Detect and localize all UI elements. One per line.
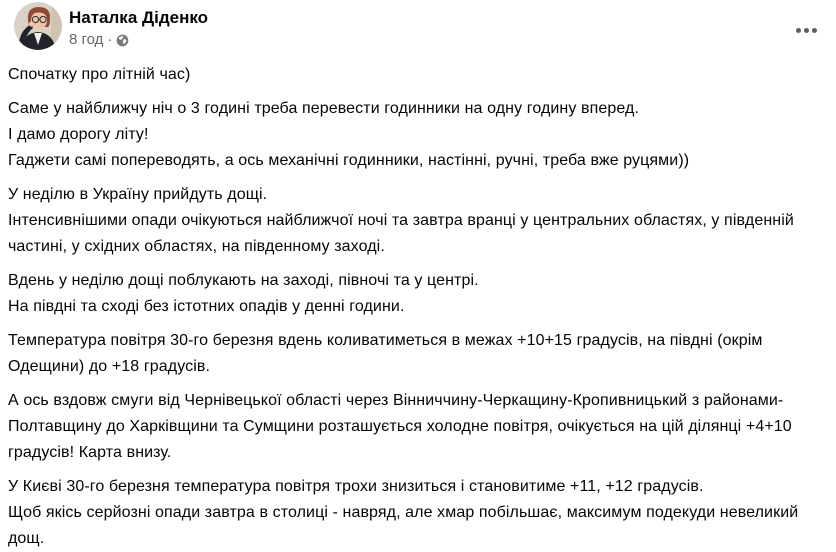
post-meta-row (69, 31, 208, 49)
post-paragraph: Вдень у неділю дощі поблукають на заході, півночі та у центрі. На півдні та сході без істотних опадів у денні години. (8, 272, 479, 315)
post-timestamp[interactable]: 8 год (69, 31, 104, 48)
post-content (0, 62, 836, 552)
header-text (69, 2, 208, 49)
post-paragraph: Спочатку про літній час) (8, 66, 191, 83)
post-paragraph: А ось вздовж смуги від Чернівецької області через Вінниччину-Черкащину-Кропивницький з районами-Полтавщину до Харківщини та Сумщини розташується холодне повітря, очікується на цій ділянці +4+10 градусів! Карта внизу. (8, 392, 792, 461)
more-options-button[interactable] (790, 18, 822, 42)
post-paragraph: У Києві 30-го березня температура повітря трохи знизиться і становитиме +11, +12 градусів. Щоб якісь серйозні опади завтра в столиці - навряд, але хмар побільшає, максимум подекуди невеликий дощ. (8, 478, 799, 547)
post-paragraph: Саме у найближчу ніч о 3 годині треба перевести годинники на одну годину вперед. І дамо дорогу літу! Гаджети самі попереводять, а ось механічні годинники, настінні, ручні, треба вже руцями)) (8, 100, 690, 169)
post-header (0, 0, 836, 50)
post-paragraph: У неділю в Україну прийдуть дощі. Інтенсивнішими опади очікуються найближчої ночі та завтра вранці у центральних областях, у південній частині, у східних областях, на південному заході. (8, 186, 794, 255)
profile-avatar[interactable] (14, 2, 62, 50)
meta-separator: · (107, 31, 113, 48)
ellipsis-icon (796, 28, 817, 33)
author-name-link[interactable]: Наталка Діденко (69, 8, 209, 27)
globe-privacy-icon (116, 34, 129, 47)
profile-photo-icon (14, 2, 62, 50)
post-paragraph: Температура повітря 30-го березня вдень коливатиметься в межах +10+15 градусів, на півдні (окрім Одещини) до +18 градусів. (8, 332, 763, 375)
